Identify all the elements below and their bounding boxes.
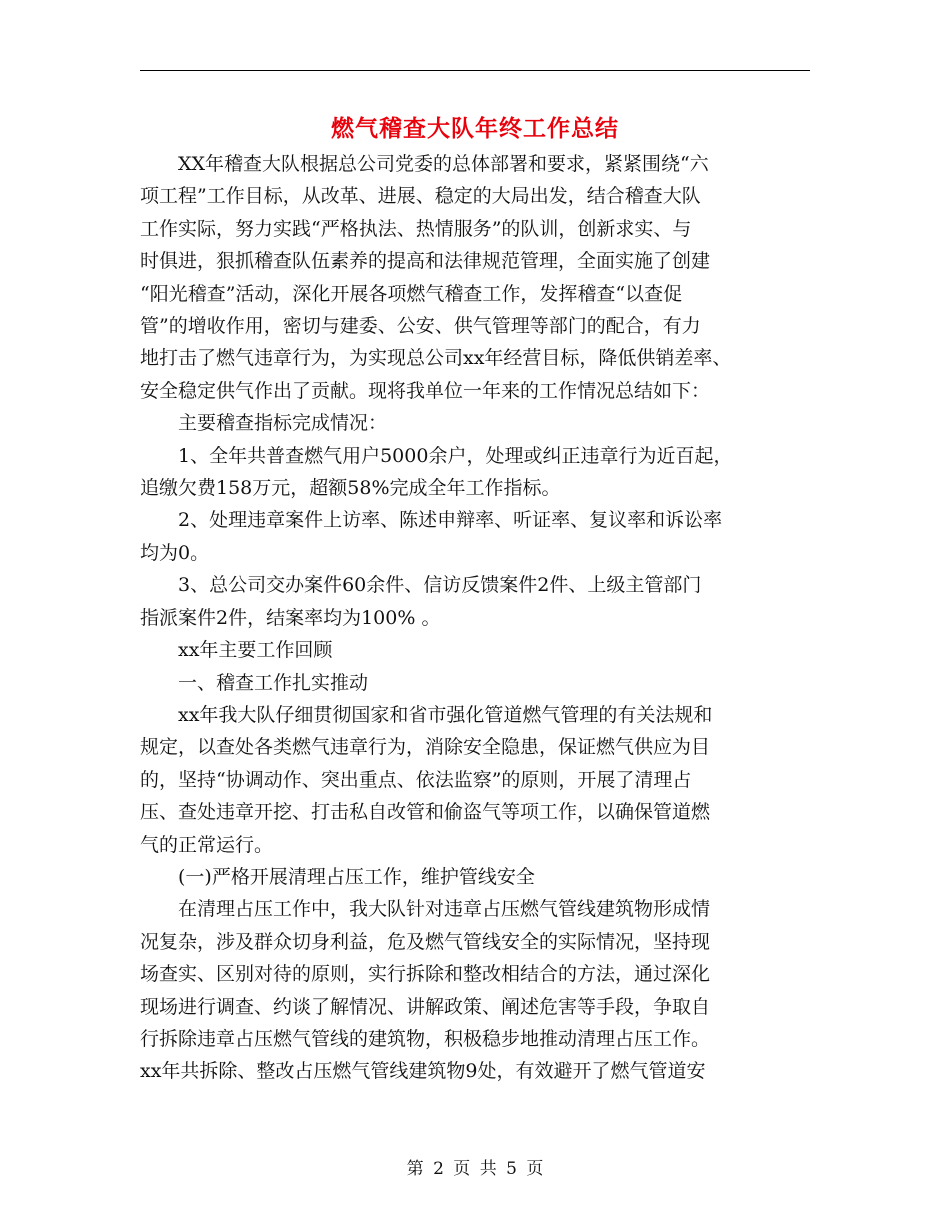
body-line: 地打击了燃气违章行为，为实现总公司xx年经营目标，降低供销差率、 [140, 347, 732, 370]
body-line: “阳光稽查”活动，深化开展各项燃气稽查工作，发挥稽查“以查促 [140, 282, 683, 305]
body-line: xx年共拆除、整改占压燃气管线建筑物9处，有效避开了燃气管道安 [140, 1060, 706, 1083]
body-line: 的，坚持“协调动作、突出重点、依法监察”的原则，开展了清理占 [140, 768, 692, 791]
body-line: xx年主要工作回顾 [178, 639, 333, 662]
body-line: 管”的增收作用，密切与建委、公安、供气管理等部门的配合，有力 [140, 315, 701, 338]
body-line: 况复杂，涉及群众切身利益，危及燃气管线安全的实际情况，坚持现 [140, 930, 711, 953]
document-title: 燃气稽查大队年终工作总结 [331, 115, 619, 142]
body-line: 项工程”工作目标，从改革、进展、稳定的大局出发，结合稽查大队 [140, 185, 701, 208]
body-line: 压、查处违章开挖、打击私自改管和偷盗气等项工作，以确保管道燃 [140, 801, 711, 824]
body-line: 时俱进，狠抓稽查队伍素养的提高和法律规范管理，全面实施了创建 [140, 250, 711, 273]
body-line: 行拆除违章占压燃气管线的建筑物，积极稳步地推动清理占压工作。 [140, 1027, 711, 1050]
body-line: 主要稽查指标完成情况： [178, 412, 388, 435]
body-line: 场查实、区别对待的原则，实行拆除和整改相结合的方法，通过深化 [140, 963, 711, 986]
body-line: 均为0。 [140, 541, 210, 564]
body-line: 现场进行调查、约谈了解情况、讲解政策、阐述危害等手段，争取自 [140, 995, 711, 1018]
body-line: 2、处理违章案件上访率、陈述申辩率、听证率、复议率和诉讼率 [178, 509, 723, 532]
body-line: xx年我大队仔细贯彻国家和省市强化管道燃气管理的有关法规和 [178, 703, 713, 726]
body-line: 追缴欠费158万元，超额58%完成全年工作指标。 [140, 477, 561, 500]
body-line: 在清理占压工作中，我大队针对违章占压燃气管线建筑物形成情 [178, 898, 711, 921]
body-line: (一)严格开展清理占压工作，维护管线安全 [178, 865, 535, 888]
body-line: 气的正常运行。 [140, 833, 274, 856]
body-line: 1、全年共普查燃气用户5000余户，处理或纠正违章行为近百起， [178, 444, 733, 467]
body-line: 安全稳定供气作出了贡献。现将我单位一年来的工作情况总结如下： [140, 379, 711, 402]
document-body [140, 148, 810, 1088]
body-line: 规定，以查处各类燃气违章行为，消除安全隐患，保证燃气供应为目 [140, 736, 711, 759]
body-line: 3、总公司交办案件60余件、信访反馈案件2件、上级主管部门 [178, 574, 702, 597]
page-footer: 第 2 页 共 5 页 [406, 1159, 544, 1179]
body-line: 一、稽查工作扎实推动 [178, 671, 369, 694]
body-line: 工作实际，努力实践“严格执法、热情服务”的队训，创新求实、与 [140, 217, 692, 240]
body-line: 指派案件2件，结案率均为100% 。 [140, 606, 441, 629]
header-rule [140, 70, 810, 71]
body-line: XX年稽查大队根据总公司党委的总体部署和要求，紧紧围绕“六 [178, 153, 709, 175]
